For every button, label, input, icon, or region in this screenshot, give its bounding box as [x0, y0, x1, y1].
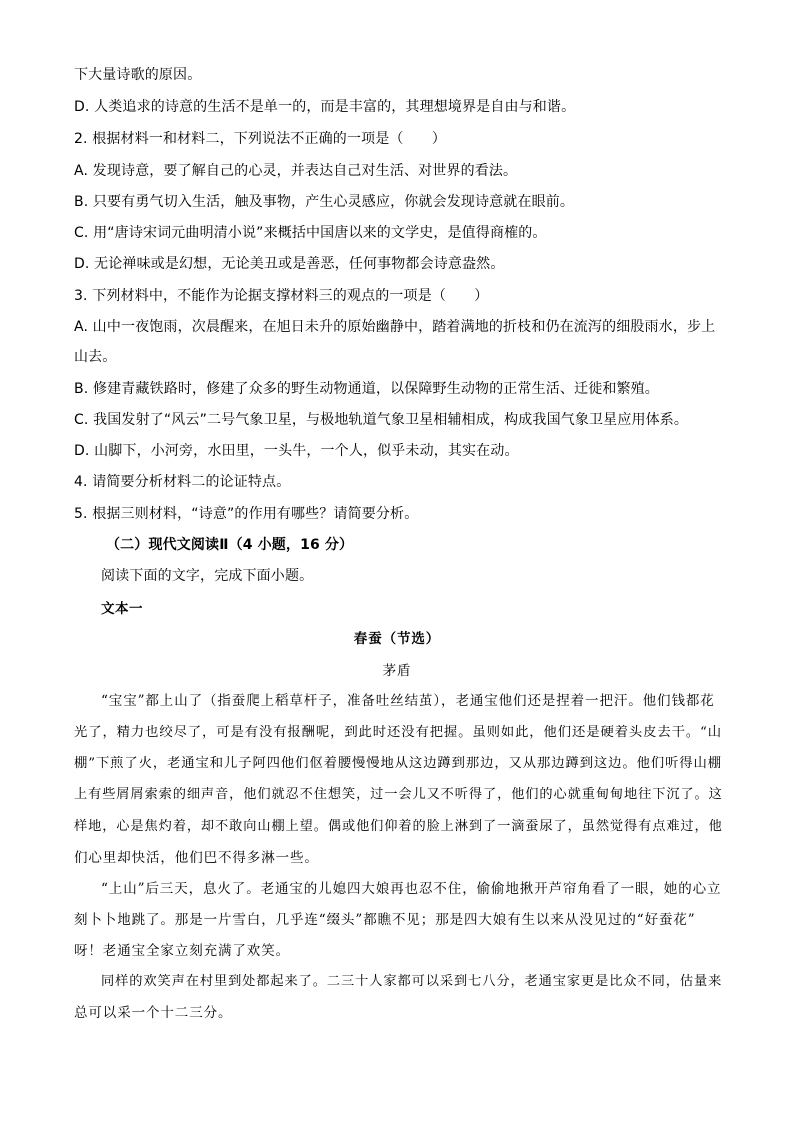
- paragraph-line: “上山”后三天，息火了。老通宝的儿媳四大娘再也忍不住，偷偷地揪开芦帘角看了一眼，她的心立: [101, 881, 722, 897]
- paragraph-line: 光了，精力也绞尽了，可是有没有报酬呢，到此时还没有把握。虽则如此，他们还是硬着头皮去干。“山: [74, 725, 722, 740]
- instruction-text: 阅读下面的文字，完成下面小题。: [101, 568, 314, 584]
- text-one-label: 文本一: [101, 601, 143, 617]
- paragraph-line: 样地，心是焦灼着，却不敢向山棚上望。偶或他们仰着的脸上淋到了一滴蚕尿了，虽然觉得有点难过，他: [74, 819, 723, 834]
- question-3: 3. 下列材料中，不能作为论据支撑材料三的观点的一项是（ ）: [74, 288, 489, 304]
- paragraph-line: 们心里却快活，他们巴不得多淋一些。: [74, 850, 319, 866]
- option-d: D. 无论禅味或是幻想，无论美丑或是善恶，任何事物都会诗意盎然。: [74, 256, 505, 272]
- question-5: 5. 根据三则材料，“诗意”的作用有哪些？请简要分析。: [74, 506, 419, 522]
- paragraph-line: 刻卜卜地跳了。那是一片雪白，几乎连“缀头”都瞧不见；那是四大娘有生以来从没见过的“好蚕花”: [74, 912, 696, 928]
- option-a: A. 发现诗意，要了解自己的心灵，并表达自己对生活、对世界的看法。: [74, 163, 518, 179]
- paragraph-line: 呀！老通宝全家立刻充满了欢笑。: [74, 943, 290, 959]
- option-d: D. 人类追求的诗意的生活不是单一的，而是丰富的，其理想境界是自由与和谐。: [74, 99, 576, 115]
- text-line: 下大量诗歌的原因。: [74, 67, 202, 83]
- paragraph-line: 总可以采一个十二三分。: [74, 1005, 233, 1021]
- section-heading: （二）现代文阅读Ⅱ（4 小题，16 分）: [106, 537, 354, 553]
- option-c: C. 我国发射了“风云”二号气象卫星，与极地轨道气象卫星相辅相成，构成我国气象卫星应用体系。: [74, 412, 689, 428]
- article-author: 茅盾: [382, 663, 412, 679]
- paragraph-line: 棚”下煎了火，老通宝和儿子阿四他们伛着腰慢慢地从这边蹲到那边，又从那边蹲到这边。他们听得山棚: [74, 756, 722, 771]
- paragraph-line: 上有些屑屑索索的细声音，他们就忍不住想笑，过一会儿又不听得了，他们的心就重甸甸地往下沉了。这: [74, 787, 723, 802]
- option-c: C. 用“唐诗宋词元曲明清小说”来概括中国唐以来的文学史，是值得商榷的。: [74, 225, 547, 241]
- option-a-continued: 山去。: [74, 349, 117, 365]
- option-a: A. 山中一夜饱雨，次晨醒来，在旭日未升的原始幽静中，踏着满地的折枝和仍在流泻的细股雨水，步上: [74, 319, 716, 335]
- paragraph-line: 同样的欢笑声在村里到处都起来了。二三十人家都可以采到七八分，老通宝家更是比众不同，估量来: [101, 974, 723, 989]
- option-b: B. 只要有勇气切入生活，触及事物，产生心灵感应，你就会发现诗意就在眼前。: [74, 194, 575, 210]
- article-title: 春蚕（节选）: [353, 631, 441, 647]
- question-4: 4. 请简要分析材料二的论证特点。: [74, 474, 291, 490]
- option-d: D. 山脚下，小河旁，水田里，一头牛，一个人，似乎未动，其实在动。: [74, 443, 519, 459]
- question-2: 2. 根据材料一和材料二，下列说法不正确的一项是（ ）: [74, 131, 447, 147]
- option-b: B. 修建青藏铁路时，修建了众多的野生动物通道，以保障野生动物的正常生活、迁徙和繁殖。: [74, 381, 659, 397]
- paragraph-line: “宝宝”都上山了（指蚕爬上稻草杆子，准备吐丝结茧），老通宝他们还是捏着一把汗。他们钱都花: [101, 693, 715, 709]
